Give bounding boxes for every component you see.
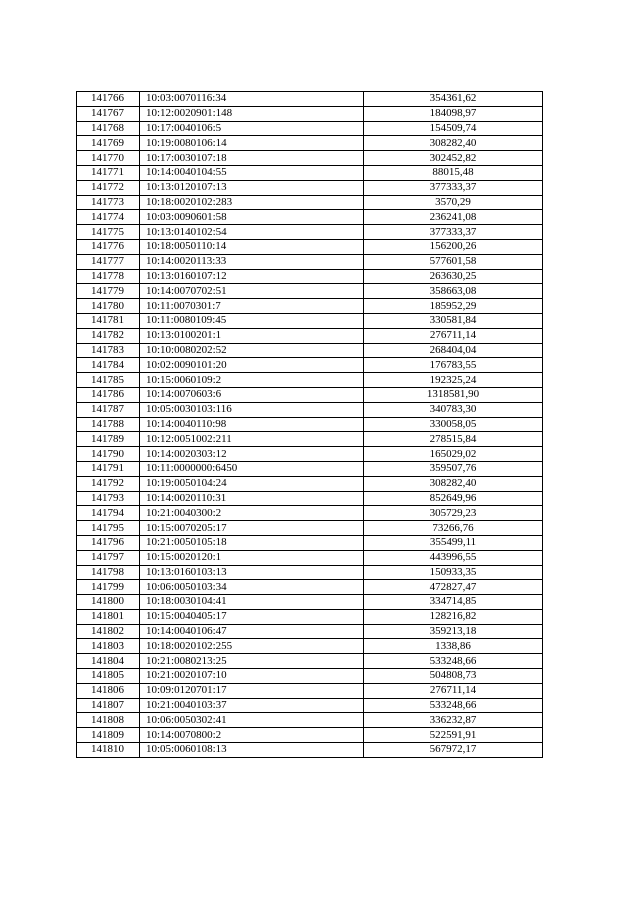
amount-cell: 443996,55 (364, 550, 543, 565)
table-row (77, 535, 543, 550)
table-row (77, 92, 543, 107)
record-id-cell: 141784 (77, 358, 140, 373)
amount-cell: 128216,82 (364, 609, 543, 624)
amount-cell: 377333,37 (364, 225, 543, 240)
cadastral-number-cell: 10:21:0040103:37 (140, 698, 364, 713)
table-row (77, 654, 543, 669)
amount-cell: 336232,87 (364, 713, 543, 728)
record-id-cell: 141798 (77, 565, 140, 580)
amount-cell: 334714,85 (364, 595, 543, 610)
cadastral-number-cell: 10:12:0020901:148 (140, 106, 364, 121)
record-id-cell: 141787 (77, 402, 140, 417)
cadastral-number-cell: 10:03:0090601:58 (140, 210, 364, 225)
table-row (77, 580, 543, 595)
table-row (77, 195, 543, 210)
records-table (76, 91, 543, 758)
table-row (77, 269, 543, 284)
table-row (77, 476, 543, 491)
record-id-cell: 141775 (77, 225, 140, 240)
cadastral-number-cell: 10:11:0000000:6450 (140, 461, 364, 476)
amount-cell: 302452,82 (364, 151, 543, 166)
amount-cell: 577601,58 (364, 254, 543, 269)
table-row (77, 432, 543, 447)
record-id-cell: 141786 (77, 387, 140, 402)
amount-cell: 472827,47 (364, 580, 543, 595)
table-row (77, 343, 543, 358)
record-id-cell: 141804 (77, 654, 140, 669)
table-row (77, 639, 543, 654)
table-row (77, 402, 543, 417)
record-id-cell: 141801 (77, 609, 140, 624)
table-row (77, 728, 543, 743)
cadastral-number-cell: 10:21:0050105:18 (140, 535, 364, 550)
record-id-cell: 141777 (77, 254, 140, 269)
cadastral-number-cell: 10:15:0070205:17 (140, 521, 364, 536)
table-row (77, 521, 543, 536)
cadastral-number-cell: 10:05:0060108:13 (140, 743, 364, 758)
record-id-cell: 141794 (77, 506, 140, 521)
amount-cell: 263630,25 (364, 269, 543, 284)
amount-cell: 533248,66 (364, 654, 543, 669)
record-id-cell: 141772 (77, 180, 140, 195)
table-row (77, 180, 543, 195)
record-id-cell: 141788 (77, 417, 140, 432)
cadastral-number-cell: 10:14:0020110:31 (140, 491, 364, 506)
amount-cell: 176783,55 (364, 358, 543, 373)
record-id-cell: 141791 (77, 461, 140, 476)
cadastral-number-cell: 10:06:0050302:41 (140, 713, 364, 728)
cadastral-number-cell: 10:14:0020303:12 (140, 447, 364, 462)
cadastral-number-cell: 10:02:0090101:20 (140, 358, 364, 373)
amount-cell: 150933,35 (364, 565, 543, 580)
record-id-cell: 141793 (77, 491, 140, 506)
amount-cell: 533248,66 (364, 698, 543, 713)
amount-cell: 308282,40 (364, 476, 543, 491)
amount-cell: 268404,04 (364, 343, 543, 358)
record-id-cell: 141810 (77, 743, 140, 758)
cadastral-number-cell: 10:19:0050104:24 (140, 476, 364, 491)
cadastral-number-cell: 10:14:0070702:51 (140, 284, 364, 299)
table-row (77, 121, 543, 136)
record-id-cell: 141767 (77, 106, 140, 121)
record-id-cell: 141796 (77, 535, 140, 550)
record-id-cell: 141799 (77, 580, 140, 595)
record-id-cell: 141779 (77, 284, 140, 299)
table-row (77, 225, 543, 240)
table-row (77, 387, 543, 402)
record-id-cell: 141790 (77, 447, 140, 462)
record-id-cell: 141805 (77, 669, 140, 684)
table-row (77, 506, 543, 521)
record-id-cell: 141792 (77, 476, 140, 491)
table-row (77, 669, 543, 684)
cadastral-number-cell: 10:21:0080213:25 (140, 654, 364, 669)
amount-cell: 88015,48 (364, 165, 543, 180)
cadastral-number-cell: 10:18:0020102:255 (140, 639, 364, 654)
cadastral-number-cell: 10:03:0070116:34 (140, 92, 364, 107)
amount-cell: 330581,84 (364, 313, 543, 328)
cadastral-number-cell: 10:17:0030107:18 (140, 151, 364, 166)
cadastral-number-cell: 10:13:0120107:13 (140, 180, 364, 195)
table-row (77, 136, 543, 151)
cadastral-number-cell: 10:21:0020107:10 (140, 669, 364, 684)
table-row (77, 358, 543, 373)
record-id-cell: 141770 (77, 151, 140, 166)
amount-cell: 192325,24 (364, 373, 543, 388)
record-id-cell: 141803 (77, 639, 140, 654)
cadastral-number-cell: 10:14:0020113:33 (140, 254, 364, 269)
cadastral-number-cell: 10:09:0120701:17 (140, 683, 364, 698)
record-id-cell: 141785 (77, 373, 140, 388)
record-id-cell: 141771 (77, 165, 140, 180)
table-row (77, 491, 543, 506)
amount-cell: 354361,62 (364, 92, 543, 107)
cadastral-number-cell: 10:05:0030103:116 (140, 402, 364, 417)
record-id-cell: 141809 (77, 728, 140, 743)
amount-cell: 156200,26 (364, 239, 543, 254)
amount-cell: 359213,18 (364, 624, 543, 639)
amount-cell: 73266,76 (364, 521, 543, 536)
record-id-cell: 141782 (77, 328, 140, 343)
amount-cell: 305729,23 (364, 506, 543, 521)
cadastral-number-cell: 10:13:0140102:54 (140, 225, 364, 240)
amount-cell: 358663,08 (364, 284, 543, 299)
cadastral-number-cell: 10:14:0040106:47 (140, 624, 364, 639)
cadastral-number-cell: 10:13:0160107:12 (140, 269, 364, 284)
table-row (77, 743, 543, 758)
cadastral-number-cell: 10:10:0080202:52 (140, 343, 364, 358)
cadastral-number-cell: 10:11:0070301:7 (140, 299, 364, 314)
amount-cell: 330058,05 (364, 417, 543, 432)
record-id-cell: 141781 (77, 313, 140, 328)
record-id-cell: 141774 (77, 210, 140, 225)
cadastral-number-cell: 10:14:0070800:2 (140, 728, 364, 743)
table-row (77, 550, 543, 565)
table-row (77, 328, 543, 343)
amount-cell: 377333,37 (364, 180, 543, 195)
table-row (77, 461, 543, 476)
amount-cell: 340783,30 (364, 402, 543, 417)
table-row (77, 595, 543, 610)
record-id-cell: 141797 (77, 550, 140, 565)
table-row (77, 373, 543, 388)
cadastral-number-cell: 10:13:0100201:1 (140, 328, 364, 343)
record-id-cell: 141806 (77, 683, 140, 698)
amount-cell: 154509,74 (364, 121, 543, 136)
amount-cell: 1338,86 (364, 639, 543, 654)
amount-cell: 3570,29 (364, 195, 543, 210)
table-row (77, 106, 543, 121)
cadastral-number-cell: 10:14:0070603:6 (140, 387, 364, 402)
cadastral-number-cell: 10:06:0050103:34 (140, 580, 364, 595)
record-id-cell: 141789 (77, 432, 140, 447)
table-row (77, 624, 543, 639)
record-id-cell: 141802 (77, 624, 140, 639)
amount-cell: 276711,14 (364, 683, 543, 698)
amount-cell: 359507,76 (364, 461, 543, 476)
amount-cell: 236241,08 (364, 210, 543, 225)
table-row (77, 609, 543, 624)
record-id-cell: 141807 (77, 698, 140, 713)
record-id-cell: 141766 (77, 92, 140, 107)
amount-cell: 504808,73 (364, 669, 543, 684)
amount-cell: 355499,11 (364, 535, 543, 550)
table-row (77, 683, 543, 698)
record-id-cell: 141795 (77, 521, 140, 536)
cadastral-number-cell: 10:13:0160103:13 (140, 565, 364, 580)
amount-cell: 276711,14 (364, 328, 543, 343)
record-id-cell: 141783 (77, 343, 140, 358)
amount-cell: 1318581,90 (364, 387, 543, 402)
cadastral-number-cell: 10:15:0040405:17 (140, 609, 364, 624)
cadastral-number-cell: 10:21:0040300:2 (140, 506, 364, 521)
table-row (77, 284, 543, 299)
cadastral-number-cell: 10:18:0020102:283 (140, 195, 364, 210)
table-row (77, 239, 543, 254)
amount-cell: 184098,97 (364, 106, 543, 121)
amount-cell: 567972,17 (364, 743, 543, 758)
amount-cell: 165029,02 (364, 447, 543, 462)
table-row (77, 565, 543, 580)
amount-cell: 185952,29 (364, 299, 543, 314)
record-id-cell: 141800 (77, 595, 140, 610)
table-row (77, 165, 543, 180)
table-row (77, 210, 543, 225)
cadastral-number-cell: 10:15:0020120:1 (140, 550, 364, 565)
cadastral-number-cell: 10:15:0060109:2 (140, 373, 364, 388)
table-row (77, 713, 543, 728)
records-table-body (77, 92, 543, 758)
amount-cell: 522591,91 (364, 728, 543, 743)
cadastral-number-cell: 10:14:0040110:98 (140, 417, 364, 432)
table-row (77, 417, 543, 432)
cadastral-number-cell: 10:17:0040106:5 (140, 121, 364, 136)
table-row (77, 447, 543, 462)
record-id-cell: 141768 (77, 121, 140, 136)
table-row (77, 698, 543, 713)
cadastral-number-cell: 10:14:0040104:55 (140, 165, 364, 180)
record-id-cell: 141776 (77, 239, 140, 254)
cadastral-number-cell: 10:18:0050110:14 (140, 239, 364, 254)
amount-cell: 852649,96 (364, 491, 543, 506)
cadastral-number-cell: 10:12:0051002:211 (140, 432, 364, 447)
amount-cell: 278515,84 (364, 432, 543, 447)
record-id-cell: 141780 (77, 299, 140, 314)
table-row (77, 299, 543, 314)
cadastral-number-cell: 10:18:0030104:41 (140, 595, 364, 610)
cadastral-number-cell: 10:19:0080106:14 (140, 136, 364, 151)
record-id-cell: 141808 (77, 713, 140, 728)
record-id-cell: 141773 (77, 195, 140, 210)
record-id-cell: 141778 (77, 269, 140, 284)
table-row (77, 313, 543, 328)
table-row (77, 151, 543, 166)
amount-cell: 308282,40 (364, 136, 543, 151)
table-row (77, 254, 543, 269)
cadastral-number-cell: 10:11:0080109:45 (140, 313, 364, 328)
record-id-cell: 141769 (77, 136, 140, 151)
